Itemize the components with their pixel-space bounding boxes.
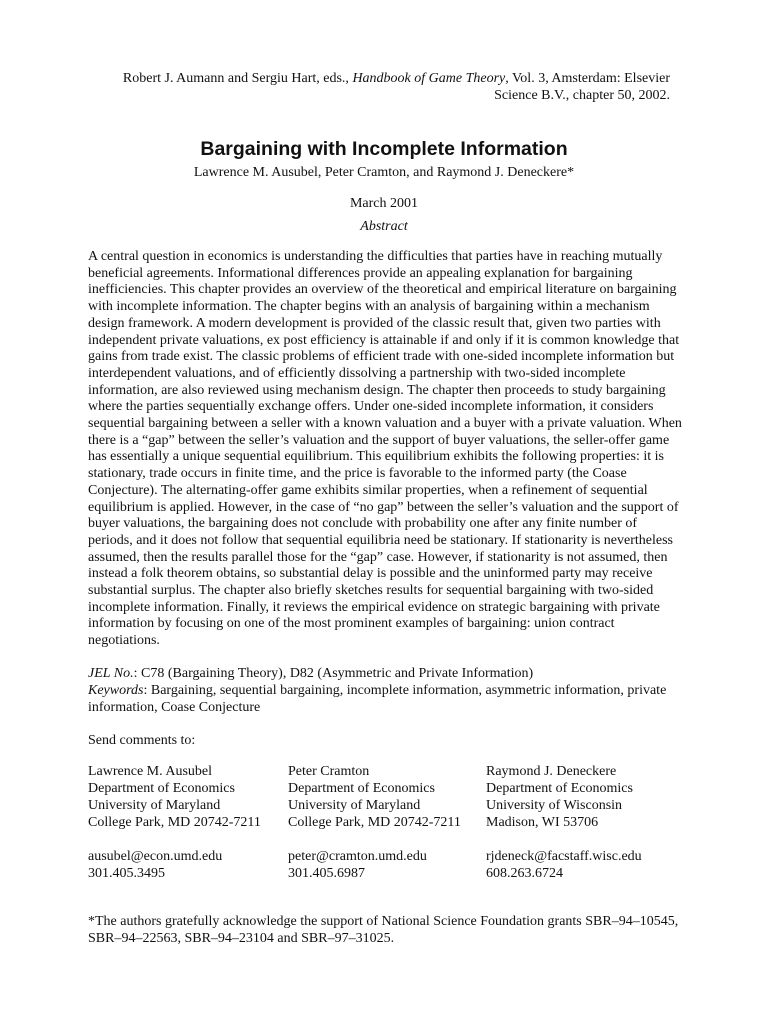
- send-comments-heading: Send comments to:: [88, 733, 196, 748]
- jel-text: : C78 (Bargaining Theory), D82 (Asymmetric and Private Information): [133, 666, 534, 681]
- contact-name: Peter Cramton: [288, 764, 370, 779]
- contact-university: University of Maryland: [88, 798, 221, 813]
- abstract-body: A central question in economics is understanding the difficulties that parties have in reaching mutually beneficial agreements. Informational differences provide an appealing explanation for bargaining inefficiencies. This chapter provides an overview of the theoretical and empirical literature on bargaining with incomplete information. The chapter begins with an analysis of bargaining within a mechanism design framework. A modern development is provided of the classic result that, given two parties with independent private valuations, ex post efficiency is attainable if and only if it is common knowledge that gains from trade exist. The classic problems of efficient trade with one-sided incomplete information but interdependent valuations, and of efficiently dissolving a partnership with two-sided incomplete information, are also reviewed using mechanism design. The chapter then proceeds to study bargaining where the parties sequentially exchange offers. Under one-sided incomplete information, it considers sequential bargaining between a seller with a known valuation and a buyer with a private valuation. When there is a “gap” between the seller’s valuation and the support of buyer valuations, the seller-offer game has essentially a unique sequential equilibrium. This equilibrium exhibits the following properties: it is stationary, trade occurs in finite time, and the price is favorable to the informed party (the Coase Conjecture). The alternating-offer game exhibits similar properties, when a refinement of sequential equilibrium is applied. However, in the case of “no gap” between the seller’s valuation and the support of buyer valuations, the bargaining does not conclude with probability one after any finite number of periods, and it does not follow that sequential equilibria need be stationary. If stationarity is nevertheless assumed, then the results parallel those for the “gap” case. However, if stationarity is not assumed, then instead a folk theorem obtains, so substantial delay is possible and the uninformed party may receive substantial surplus. The chapter also briefly sketches results for sequential bargaining with two-sided incomplete information. Finally, it reviews the empirical evidence on strategic bargaining with private information by focusing on one of the most prominent examples of bargaining: union contract negotiations.: [88, 249, 682, 649]
- contact-department: Department of Economics: [88, 781, 235, 796]
- contact-email: ausubel@econ.umd.edu: [88, 849, 223, 864]
- citation-suffix: , Vol. 3, Amsterdam: Elsevier: [505, 71, 670, 86]
- citation-prefix: Robert J. Aumann and Sergiu Hart, eds.,: [122, 71, 353, 86]
- contact-phone: 301.405.6987: [288, 866, 365, 881]
- jel-line: [88, 665, 688, 682]
- paper-authors: Lawrence M. Ausubel, Peter Cramton, and Raymond J. Deneckere*: [193, 165, 575, 180]
- contact-email: rjdeneck@facstaff.wisc.edu: [486, 849, 642, 864]
- contact-column: [486, 763, 642, 882]
- contact-phone: 608.263.6724: [486, 866, 563, 881]
- contact-city: College Park, MD 20742-7211: [288, 815, 461, 830]
- contact-department: Department of Economics: [486, 781, 633, 796]
- citation: [100, 70, 670, 104]
- contact-phone: 301.405.3495: [88, 866, 165, 881]
- contact-column: [288, 763, 461, 882]
- citation-line-2: Science B.V., chapter 50, 2002.: [494, 88, 670, 103]
- contact-name: Raymond J. Deneckere: [486, 764, 617, 779]
- contact-department: Department of Economics: [288, 781, 435, 796]
- abstract-heading: Abstract: [360, 219, 408, 234]
- keywords-label: Keywords: [88, 683, 144, 698]
- citation-book-title: Handbook of Game Theory: [352, 71, 506, 86]
- contact-city: Madison, WI 53706: [486, 815, 599, 830]
- paper-date: March 2001: [349, 196, 419, 211]
- keywords-line: [88, 682, 688, 716]
- footnote: *The authors gratefully acknowledge the support of National Science Foundation grants SBR–94–10545, SBR–94–22563, SBR–94–23104 and SBR–97–31025.: [88, 914, 679, 946]
- contact-city: College Park, MD 20742-7211: [88, 815, 261, 830]
- contact-university: University of Wisconsin: [486, 798, 623, 813]
- keywords-text: : Bargaining, sequential bargaining, incomplete information, asymmetric information, private information, Coase Conjecture: [88, 683, 667, 715]
- citation-line-1: [100, 70, 670, 87]
- contact-column: [88, 763, 261, 882]
- jel-label: JEL No.: [88, 666, 134, 681]
- paper-title: Bargaining with Incomplete Information: [200, 138, 568, 160]
- contact-email: peter@cramton.umd.edu: [288, 849, 427, 864]
- contact-name: Lawrence M. Ausubel: [88, 764, 213, 779]
- contact-university: University of Maryland: [288, 798, 421, 813]
